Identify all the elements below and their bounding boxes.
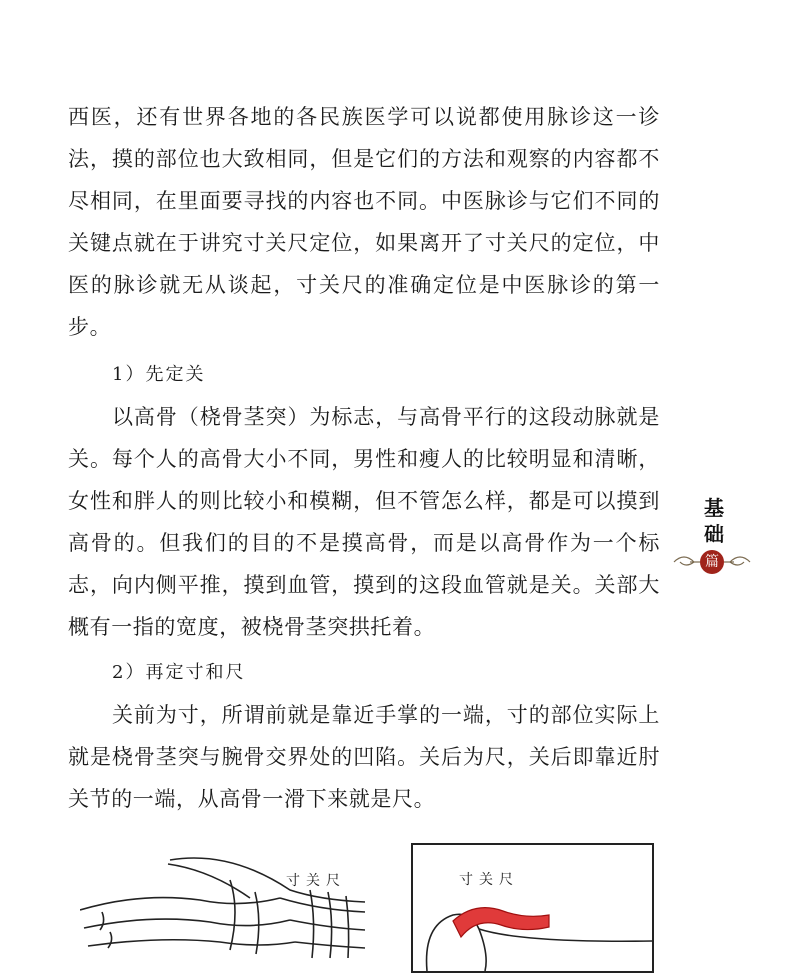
section-char-1: 基 — [704, 496, 724, 520]
figure-right-box — [411, 843, 654, 973]
section-char-2: 础 — [704, 522, 724, 546]
paragraph-cun-chi: 关前为寸，所谓前就是靠近手掌的一端，寸的部位实际上就是桡骨茎突与腕骨交界处的凹陷。关后为尺，关后即靠近肘关节的一端，从高骨一滑下来就是尺。 — [68, 703, 660, 811]
paragraph-guan: 以高骨（桡骨茎突）为标志，与高骨平行的这段动脉就是关。每个人的高骨大小不同，男性和瘦人的比较明显和清晰，女性和胖人的则比较小和模糊，但不管怎么样，都是可以摸到高骨的。但我们的目的不是摸高骨，而是以高骨作为一个标志，向内侧平推，摸到血管，摸到的这段血管就是关。关部大概有一指的宽度，被桡骨茎突拱托着。 — [68, 405, 660, 639]
paragraph-intro: 西医，还有世界各地的各民族医学可以说都使用脉诊这一诊法，摸的部位也大致相同，但是它们的方法和观察的内容都不尽相同，在里面要寻找的内容也不同。中医脉诊与它们不同的关键点就在于讲究寸关尺定位，如果离开了寸关尺的定位，中医的脉诊就无从谈起，寸关尺的准确定位是中医脉诊的第一步。 — [68, 105, 660, 339]
heading-step-1: 1）先定关 — [112, 364, 206, 385]
heading-step-2: 2）再定寸和尺 — [112, 662, 246, 683]
figure-left-label: 寸关尺 — [286, 873, 346, 889]
section-badge: 篇 — [700, 550, 724, 574]
section-tab — [672, 492, 752, 582]
figure-right-label: 寸关尺 — [459, 872, 519, 888]
hand-illustration-icon — [80, 850, 370, 960]
radius-cross-section-icon — [413, 885, 652, 971]
